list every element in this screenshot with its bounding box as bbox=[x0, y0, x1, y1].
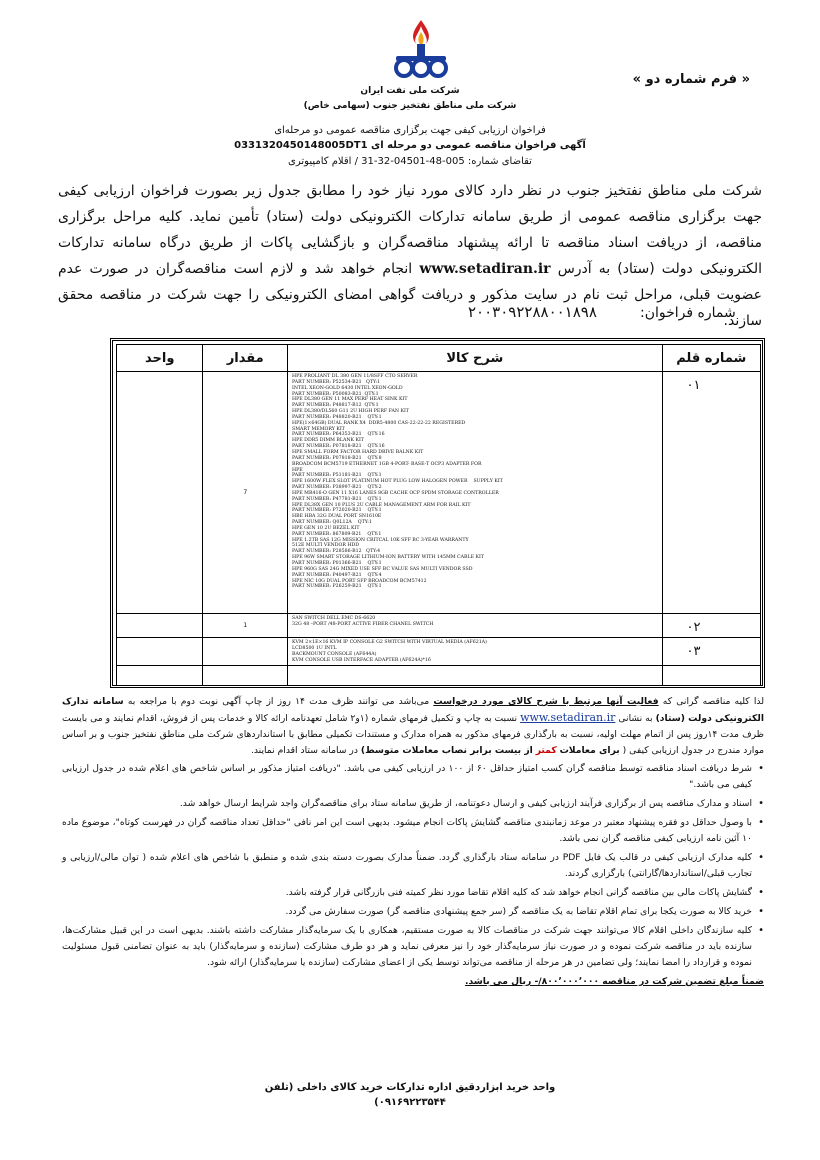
footer-contact: واحد خرید ابزاردقیق اداره تدارکات خرید کالای داخلی (تلفن ۰۹۱۶۹۲۲۳۵۴۴) bbox=[264, 1082, 556, 1108]
note-text: به نشانی bbox=[618, 713, 653, 724]
row-number: ۰۲ bbox=[662, 614, 760, 638]
list-item: • شرط دریافت اسناد مناقصه توسط مناقصه گران کسب امتیاز حداقل ۶۰ از ۱۰۰ در ارزیابی کیفی می باشد. "دریافت امتیاز مذکور بر اساس شاخص های اعلام شده در جدول ارزیابی کیفی می باشد." bbox=[62, 761, 752, 793]
list-item: • کلیه مدارک ارزیابی کیفی در قالب یک فایل PDF در سامانه ستاد بارگذاری گردد. ضمناً مدارک بصورت دسته بندی شده و منطبق با شاخص های اعلام شده ( توان مالی/ارزیابی و تجارب قبلی/استانداردها/گارانتی) بارگزاری گردند. bbox=[62, 850, 752, 882]
row-number bbox=[662, 666, 760, 686]
request-number: تقاضای شماره: 005-48-04501-32-31 / اقلام کامپیوتری bbox=[288, 156, 532, 167]
item-unit bbox=[117, 372, 203, 614]
items-table bbox=[116, 344, 761, 686]
form-number: « فرم شماره دو » bbox=[632, 72, 750, 87]
company-name: شرکت ملی نفت ایران bbox=[360, 86, 460, 96]
note-text: در سامانه ستاد اقدام نمایند. bbox=[250, 745, 358, 756]
item-description: HPE PROLIANT DL 380 GEN 11/8SFF CTO SERVER PART NUMBER: P52534-B21 QTY:1 INTEL XEON-GOLD 6430 INTEL XEON-GOLD PART NUMBER: P50083-B21 QTY:1 HPE DL380 GEN 11 MAX PERF HEAT SINK KIT PART NUMBER: P48817-B12 QTY:1 HPE DL380/DL560 G11 2U HIGH PERF FAN KIT PART NUMBER: P48820-B21 QTY:1 HPE(1×64GB) DUAL RANK X4 DDR5-4800 CAS-22-22-22 REGISTERED SMART MEMORY KIT PART NUMBER: P64353-B21 QTY:16 HPE DDR5 DIMM BLANK KIT PART NUMBER: P07818-B21 QTY:16 HPE SMALL FORM FACTOR HARD DRIVE BALNK KIT PART NUMBER: P07818-B21 QTY:8 BROADCOM BCM5719 ETHERNET 1GB 4-PORT- BASE-T OCP3 ADAPTER FOR HPE PART NUMBER: P51181-B21 QTY:1 HPE 1600W FLEX SLOT PLATINUM HOT PLUG LOW HALOGEN POWER SUPPLY KIT PART NUMBER: P38997-B21 QTY:2 HPE MR416-O GEN 11 X16 LANES 8GB CACHE OCP SPDM STORAGE CONTROLLER PART NUMBER: P47781-B21 QTY:1 HPE DL38X GEN 10 PLUS 2U CABLE MANAGEMENT ARM FOR RAIL KIT PART NUMBER: P72020-B21 QTY:1 HBE HBA 32G DUAL PORT SN1610E PART NUMBER: Q0L12A QTY:1 HPE GEN 10 2U BEZEL KIT PART NUMBER: 867809-B21 QTY:1 HPE 1.2TB SAS 12G MISSION CRITCAL 10K SFF BC 3-YEAR WARRANTY 512E MULTI VENDOR HDD PART NUMBER: P28586-B12 QTY:4 HPE 96W SMART STORAGE LITHIUM-ION BATTERY WITH 145MM CABLE KIT PART NUMBER: P01366-B21 QTY:1 HPE 960G SAS 24G MIXED USE SFF BC VALUE SAS MULTI VENDOR SSD PART NUMBER: P40497-B21 QTY:4 HPE NIC 10G DUAL PORT SFP BROADCOM BCM57412 PART NUMBER: P26259-B21 QTY:1 bbox=[288, 372, 663, 614]
item-description bbox=[288, 666, 663, 686]
list-item: • گشایش پاکات مالی بین مناقصه گرانی انجام خواهد شد که کلیه اقلام تقاضا مورد نظر کمیته فنی بازرگانی قرار گرفته باشد. bbox=[62, 885, 752, 901]
conditions-section bbox=[62, 694, 764, 992]
header-unit: واحد bbox=[117, 345, 203, 372]
note-text: نسبت به چاپ و تکمیل فرمهای شماره (۱و۲ شامل تعهدنامه ارائه کالا و خدمات پس از فروش، اقدام نمایند و می بایست ظرف مدت ۱۴روز پس از اتمام مهلت اولیه، نسبت به بارگذاری فرمهای مذکور به همراه مدارک و مستندات تکمیلی مطابق با استانداردهای شرکت ملی مناطق نفتخیز جنوب و بر اساس موارد مندرج در جدول ارزیابی کیفی ( bbox=[62, 713, 764, 756]
conditions-list bbox=[62, 761, 764, 971]
table-row bbox=[117, 666, 761, 686]
company-subsidiary: شرکت ملی مناطق نفتخیز جنوب (سهامی خاص) bbox=[303, 101, 517, 111]
setadiran-link[interactable]: www.setadiran.ir bbox=[520, 711, 616, 724]
item-description: SAN SWITCH DELL EMC DS-6620 32G 48 –PORT /48-PORT ACTIVE FIBER CHANEL SWITCH bbox=[288, 614, 663, 638]
call-number: ۲۰۰۳۰۹۲۲۸۸۰۰۱۸۹۸ bbox=[468, 303, 597, 321]
header-row-number: شماره قلم bbox=[662, 345, 760, 372]
setadiran-url[interactable]: www.setadiran.ir bbox=[419, 261, 551, 277]
row-number: ۰۱ bbox=[662, 372, 760, 614]
list-item: • خرید کالا به صورت یکجا برای تمام اقلام تقاضا به یک مناقصه گر (سر جمع پیشنهادی مناقصه گر) صورت سفارش می گردد. bbox=[62, 904, 752, 920]
intro-text-1: شرکت ملی مناطق نفتخیز جنوب در نظر دارد کالای مورد نیاز خود را مطابق جدول زیر بصورت فراخوان ارزیابی کیفی جهت برگزاری مناقصه عمومی از طریق سامانه تدارکات الکترونیکی دولت (ستاد) تأمین نماید. کلیه مراحل برگزاری مناقصه، از دریافت اسناد مناقصه تا ارائه پیشنهاد مناقصه‌گران و بازگشایی پاکات از طریق درگاه سامانه تدارکات الکترونیکی دولت (ستاد) به آدرس bbox=[58, 183, 763, 277]
conditions-paragraph bbox=[62, 694, 764, 759]
item-quantity: 7 bbox=[203, 372, 288, 614]
list-item: • کلیه سازندگان داخلی اقلام کالا می‌توانند جهت شرکت در مناقصات کالا به صورت مستقیم، همکاری با یک سرمایه‌گذار مشارکت داشته باشند. بدیهی است در این قبیل مشارکت‌ها، سازنده باید در مناقصه شرکت نموده و در صورت نیاز سرمایه‌گذار خود را نیز معرفی نماید و هر دو طرف مشارکت (سازنده و سرمایه‌گذار) باید به عنوان تضامنی قبول مسئولیت نموده و قرارداد را امضا نمایند؛ ولی تضامین در هر مرحله از مناقصه می‌تواند توسط یکی از اعضای مشارکت (سازنده یا سرمایه‌گذار) ارائه شود. bbox=[62, 923, 752, 971]
table-row bbox=[117, 638, 761, 666]
note-text: لذا کلیه مناقصه گرانی که bbox=[662, 696, 765, 707]
item-unit bbox=[117, 666, 203, 686]
note-text: می‌باشد می توانند ظرف مدت ۱۴ روز از چاپ آگهی نوبت دوم با مراجعه به bbox=[127, 696, 430, 707]
guarantee-amount: ضمناً مبلغ تضمین شرکت در مناقصه ۸۰۰٬۰۰۰٬۰۰۰/- ریال می باشد. bbox=[464, 976, 764, 987]
note-emphasis: از بیست برابر نصاب معاملات متوسط) bbox=[360, 745, 533, 756]
item-unit bbox=[117, 638, 203, 666]
item-description: KVM 2×1E×16 KVM IP CONSOLE G2 SWITCH WITH VIRTUAL MEDIA (AF621A) LCD8500 1U INTL BACKMOUNT CONSOLE (AF644A) KVM CONSOLE USB INTERFACE ADAPTER (AF624A)*16 bbox=[288, 638, 663, 666]
note-emphasis: فعالیت آنها مرتبط با شرح کالای مورد درخواست bbox=[433, 696, 659, 707]
note-emphasis: سامانه تدارک الکترونیکی دولت (ستاد) bbox=[62, 696, 764, 724]
list-item: • با وصول حداقل دو فقره پیشنهاد معتبر در موعد زمانبندی مناقصه گشایش پاکات انجام میشود. بدیهی است این امر نافی "حداقل تعداد مناقصه گران در فهرست کوتاه"، موضوع ماده ۱۰ آئین نامه ارزیابی کیفی مناقصه گران نمی باشد. bbox=[62, 815, 752, 847]
note-emphasis-red: کمتر bbox=[535, 745, 557, 756]
row-number: ۰۳ bbox=[662, 638, 760, 666]
call-title: فراخوان ارزیابی کیفی جهت برگزاری مناقصه عمومی دو مرحله‌ای bbox=[274, 125, 546, 136]
nioc-logo bbox=[386, 18, 456, 80]
tender-title: آگهی فراخوان مناقصه عمومی دو مرحله ای 0331320450148005DT1 bbox=[234, 140, 586, 151]
note-emphasis: برای معاملات bbox=[559, 745, 620, 756]
item-quantity bbox=[203, 666, 288, 686]
item-quantity: 1 bbox=[203, 614, 288, 638]
header-quantity: مقدار bbox=[203, 345, 288, 372]
table-header-row bbox=[117, 345, 761, 372]
intro-text-2: انجام خواهد شد و لازم است مناقصه‌گران در صورت عدم عضویت قبلی، مراحل ثبت نام در سایت مذکور و دریافت گواهی امضای الکترونیکی را جهت شرکت در مناقصه محقق سازند. bbox=[58, 261, 762, 329]
item-unit bbox=[117, 614, 203, 638]
header-description: شرح کالا bbox=[288, 345, 663, 372]
list-item: • اسناد و مدارک مناقصه پس از برگزاری فرآیند ارزیابی کیفی و ارسال دعوتنامه، از طریق سامانه ستاد برای مناقصه‌گران واجد شرایط ارسال خواهد شد. bbox=[62, 796, 752, 812]
table-row bbox=[117, 372, 761, 614]
call-number-label: شماره فراخوان: bbox=[640, 305, 736, 321]
table-row bbox=[117, 614, 761, 638]
item-quantity bbox=[203, 638, 288, 666]
